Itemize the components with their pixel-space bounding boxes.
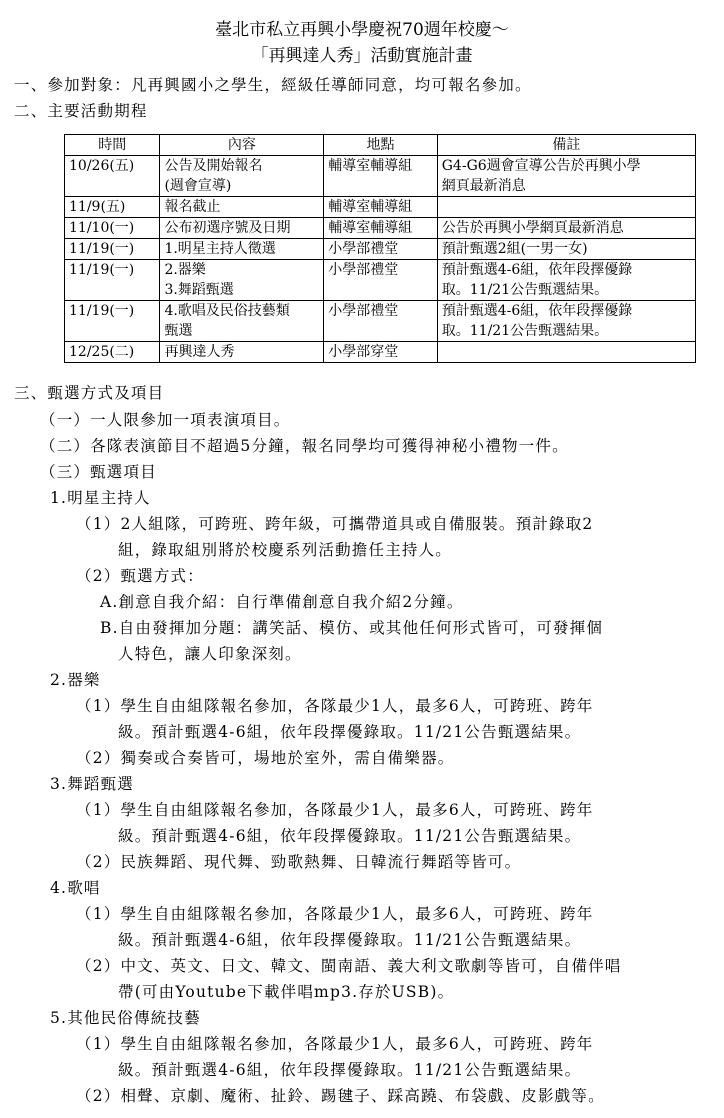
body-text-line: （1）學生自由組隊報名參加，各隊最少1人，最多6人，可跨班、跨年 <box>76 905 594 923</box>
cell-content <box>160 301 324 342</box>
schedule-table <box>64 134 696 363</box>
cell-time: 11/9(五) <box>65 197 160 218</box>
cell-note-line: 網頁最新消息 <box>441 178 526 194</box>
body-text-line: （2）民族舞蹈、現代舞、勁歌熱舞、日韓流行舞蹈等皆可。 <box>76 853 522 871</box>
cell-note-line: 預計甄選4-6組，依年段擇優錄 <box>441 262 633 278</box>
body-text-line: 級。預計甄選4-6組，依年段擇優錄取。11/21公告甄選結果。 <box>118 1061 582 1079</box>
table-row <box>65 260 696 301</box>
body-text-line: 級。預計甄選4-6組，依年段擇優錄取。11/21公告甄選結果。 <box>118 723 582 741</box>
table-row <box>65 342 696 363</box>
cell-note <box>437 218 695 239</box>
cell-content <box>160 260 324 301</box>
cell-content-line: 2.器樂 <box>164 262 206 278</box>
body-text-line: 人特色，讓人印象深刻。 <box>118 645 302 663</box>
cell-note <box>437 197 695 218</box>
cell-time: 11/19(一) <box>65 260 160 301</box>
table-row <box>65 301 696 342</box>
cell-note <box>437 239 695 260</box>
cell-note-line <box>442 197 691 217</box>
header-place: 地點 <box>324 135 438 156</box>
cell-note-line <box>442 342 691 362</box>
cell-time: 10/26(五) <box>65 156 160 197</box>
cell-place: 輔導室輔導組 <box>324 218 438 239</box>
body-text-line: （一）一人限參加一項表演項目。 <box>40 411 291 429</box>
body-text-line: 級。預計甄選4-6組，依年段擇優錄取。11/21公告甄選結果。 <box>118 931 582 949</box>
body-text-line: （2）甄選方式： <box>76 567 204 585</box>
cell-note-line: 預計甄選2組(一男一女) <box>441 241 588 257</box>
table-row <box>65 218 696 239</box>
cell-place: 輔導室輔導組 <box>324 197 438 218</box>
cell-note-line: G4-G6週會宣導公告於再興小學 <box>441 158 641 174</box>
body-text-line: 帶(可由Youtube下載伴唱mp3.存於USB)。 <box>118 983 455 1001</box>
section-participants: 一、參加對象：凡再興國小之學生，經級任導師同意，均可報名參加。 <box>14 76 532 94</box>
body-text-line: 4.歌唱 <box>50 879 101 897</box>
body-text-line: （三）甄選項目 <box>40 463 157 481</box>
body-text-line: 組，錄取組別將於校慶系列活動擔任主持人。 <box>118 541 453 559</box>
cell-content-line: 3.舞蹈甄選 <box>164 282 234 298</box>
body-text-line: （1）學生自由組隊報名參加，各隊最少1人，最多6人，可跨班、跨年 <box>76 801 594 819</box>
cell-content-line: 報名截止 <box>164 199 221 215</box>
cell-note-line: 取。11/21公告甄選結果。 <box>441 282 609 298</box>
cell-content <box>160 218 324 239</box>
cell-time: 11/19(一) <box>65 301 160 342</box>
table-row <box>65 156 696 197</box>
header-content: 內容 <box>160 135 324 156</box>
body-text-line: 1.明星主持人 <box>50 489 151 507</box>
body-text-line: 三、甄選方式及項目 <box>14 384 165 402</box>
cell-content <box>160 239 324 260</box>
cell-content-line: 再興達人秀 <box>164 344 235 360</box>
cell-note <box>437 342 695 363</box>
header-time: 時間 <box>65 135 160 156</box>
cell-note <box>437 260 695 301</box>
table-header-row <box>65 135 696 156</box>
cell-content-line: 4.歌唱及民俗技藝類 <box>164 303 290 319</box>
cell-content-line: 甄選 <box>164 323 193 339</box>
cell-note <box>437 301 695 342</box>
body-text-line: B.自由發揮加分題：講笑話、模仿、或其他任何形式皆可，可發揮個 <box>100 619 604 637</box>
body-text-line: （2）獨奏或合奏皆可，場地於室外，需自備樂器。 <box>76 749 455 767</box>
body-text-line: 級。預計甄選4-6組，依年段擇優錄取。11/21公告甄選結果。 <box>118 827 582 845</box>
cell-content <box>160 342 324 363</box>
body-text-line: （2）相聲、京劇、魔術、扯鈴、踢毽子、踩高蹺、布袋戲、皮影戲等。 <box>76 1087 605 1105</box>
cell-place: 小學部穿堂 <box>324 342 438 363</box>
body-text-line: （1）學生自由組隊報名參加，各隊最少1人，最多6人，可跨班、跨年 <box>76 697 594 715</box>
cell-place: 小學部禮堂 <box>324 260 438 301</box>
table-row <box>65 197 696 218</box>
body-text-line: A.創意自我介紹：自行準備創意自我介紹2分鐘。 <box>100 593 464 611</box>
body-text-line: 2.器樂 <box>50 671 101 689</box>
cell-content-line: (週會宣導) <box>164 178 232 194</box>
cell-time: 11/10(一) <box>65 218 160 239</box>
cell-content-line: 公告及開始報名 <box>164 158 263 174</box>
cell-content-line: 公布初選序號及日期 <box>164 220 291 236</box>
cell-place: 輔導室輔導組 <box>324 156 438 197</box>
cell-note-line: 預計甄選4-6組，依年段擇優錄 <box>441 303 633 319</box>
body-text-line: （2）中文、英文、日文、韓文、閩南語、義大利文歌劇等皆可，自備伴唱 <box>76 957 622 975</box>
cell-note-line: 取。11/21公告甄選結果。 <box>441 323 609 339</box>
cell-place: 小學部禮堂 <box>324 239 438 260</box>
cell-time: 11/19(一) <box>65 239 160 260</box>
cell-content <box>160 197 324 218</box>
body-text-line: （二）各隊表演節目不超過5分鐘，報名同學均可獲得神秘小禮物一件。 <box>40 437 569 455</box>
cell-note <box>437 156 695 197</box>
body-text-line: 3.舞蹈甄選 <box>50 775 134 793</box>
cell-content <box>160 156 324 197</box>
body-text-line: （1）2人組隊，可跨班、跨年級，可攜帶道具或自備服裝。預計錄取2 <box>76 515 594 533</box>
cell-time: 12/25(二) <box>65 342 160 363</box>
body-text-line: （1）學生自由組隊報名參加，各隊最少1人，最多6人，可跨班、跨年 <box>76 1035 594 1053</box>
cell-content-line: 1.明星主持人徵選 <box>164 241 276 257</box>
document-subtitle: 「再興達人秀」活動實施計畫 <box>251 46 473 66</box>
section-schedule-heading: 二、主要活動期程 <box>14 102 148 120</box>
header-note: 備註 <box>437 135 695 156</box>
cell-place: 小學部禮堂 <box>324 301 438 342</box>
table-row <box>65 239 696 260</box>
cell-note-line: 公告於再興小學網頁最新消息 <box>441 220 624 236</box>
document-title: 臺北市私立再興小學慶祝70週年校慶～ <box>215 20 509 40</box>
body-text-line: 5.其他民俗傳統技藝 <box>50 1009 201 1027</box>
